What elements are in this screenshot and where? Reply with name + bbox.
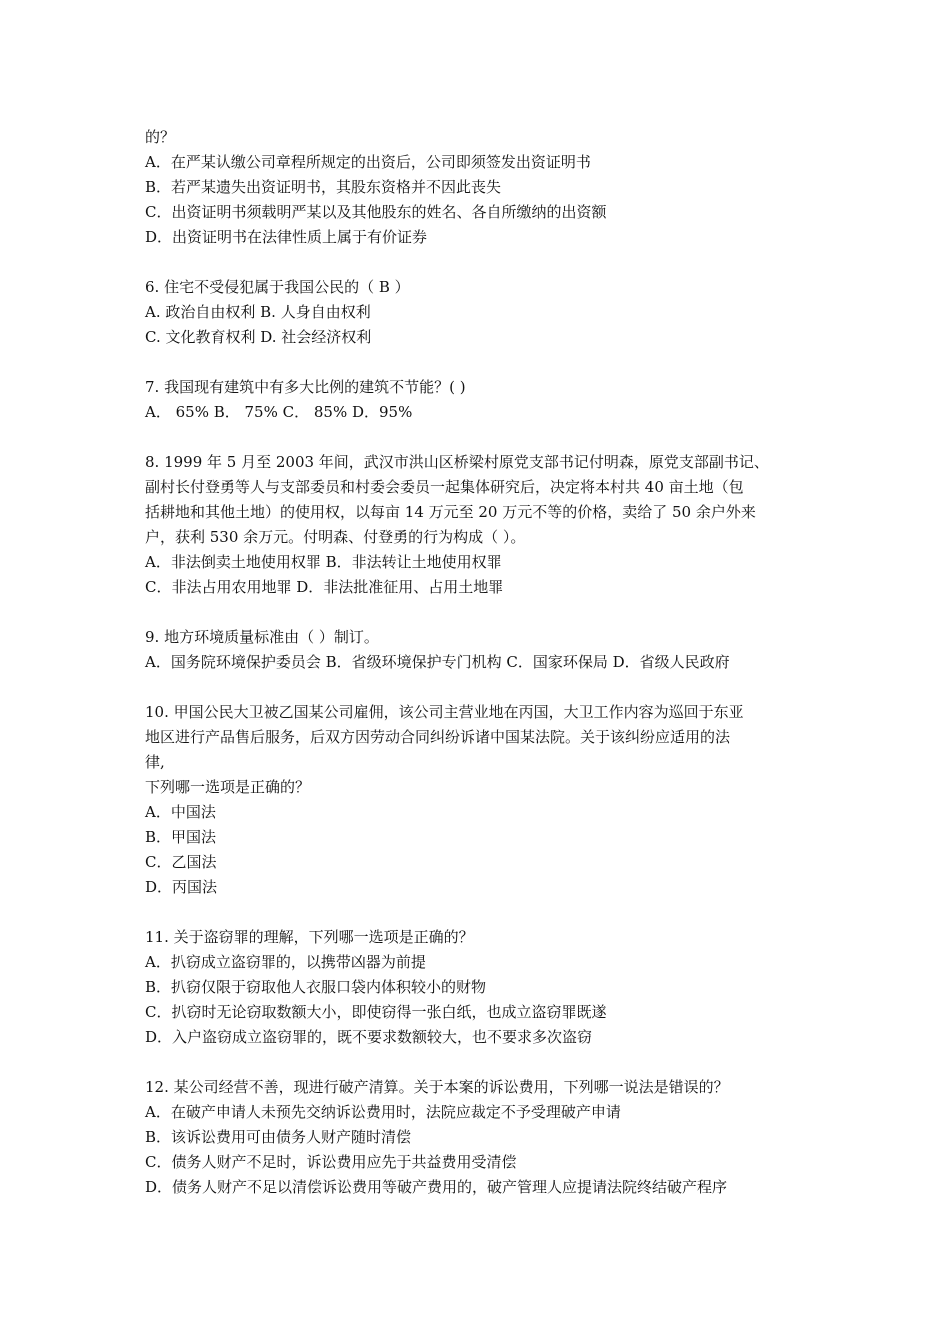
question-8-stem-line-1: 8. 1999 年 5 月至 2003 年间，武汉市洪山区桥梁村原党支部书记付明森，原党支部副书记、 [145, 453, 769, 471]
question-10-option-c: C．乙国法 [145, 853, 217, 871]
question-12-stem: 12. 某公司经营不善，现进行破产清算。关于本案的诉讼费用，下列哪一说法是错误的？ [145, 1078, 729, 1096]
question-9-stem: 9. 地方环境质量标准由（ ）制订。 [145, 628, 379, 646]
question-10-option-d: D．丙国法 [145, 878, 218, 896]
question-5-option-d: D．出资证明书在法律性质上属于有价证券 [145, 228, 428, 246]
question-10-stem-line-1: 10. 甲国公民大卫被乙国某公司雇佣，该公司主营业地在丙国，大卫工作内容为巡回于东亚 [145, 703, 744, 721]
question-11-stem: 11. 关于盗窃罪的理解，下列哪一选项是正确的？ [145, 928, 474, 946]
question-6-stem: 6. 住宅不受侵犯属于我国公民的（ B ） [145, 278, 410, 296]
question-12-option-c: C．债务人财产不足时，诉讼费用应先于共益费用受清偿 [145, 1153, 517, 1171]
question-6-options-ab: A. 政治自由权利 B. 人身自由权利 [145, 303, 371, 321]
question-10-stem-line-3: 律, [145, 753, 165, 771]
question-8-options-ab: A．非法倒卖土地使用权罪 B．非法转让土地使用权罪 [145, 553, 502, 571]
question-11-option-c: C．扒窃时无论窃取数额大小，即使窃得一张白纸，也成立盗窃罪既遂 [145, 1003, 607, 1021]
question-9-options: A．国务院环境保护委员会 B．省级环境保护专门机构 C．国家环保局 D．省级人民政府 [145, 653, 730, 671]
question-7-stem: 7. 我国现有建筑中有多大比例的建筑不节能？( ) [145, 378, 466, 396]
question-8-stem-line-3: 括耕地和其他土地）的使用权，以每亩 14 万元至 20 万元不等的价格，卖给了 50 余户外来 [145, 503, 756, 521]
question-12-option-b: B．该诉讼费用可由债务人财产随时清偿 [145, 1128, 412, 1146]
question-8-options-cd: C．非法占用农用地罪 D．非法批准征用、占用土地罪 [145, 578, 504, 596]
question-10-option-a: A．中国法 [145, 803, 216, 821]
question-11-option-d: D．入户盗窃成立盗窃罪的，既不要求数额较大，也不要求多次盗窃 [145, 1028, 593, 1046]
question-8-stem-line-2: 副村长付登勇等人与支部委员和村委会委员一起集体研究后，决定将本村共 40 亩土地（包 [145, 478, 744, 496]
question-5-option-a: A．在严某认缴公司章程所规定的出资后，公司即须签发出资证明书 [145, 153, 591, 171]
question-10-option-b: B．甲国法 [145, 828, 217, 846]
question-5-option-b: B．若严某遗失出资证明书，其股东资格并不因此丧失 [145, 178, 502, 196]
question-11-option-a: A．扒窃成立盗窃罪的，以携带凶器为前提 [145, 953, 426, 971]
question-11-option-b: B．扒窃仅限于窃取他人衣服口袋内体积较小的财物 [145, 978, 487, 996]
question-5-option-c: C．出资证明书须载明严某以及其他股东的姓名、各自所缴纳的出资额 [145, 203, 607, 221]
question-10-stem-line-2: 地区进行产品售后服务，后双方因劳动合同纠纷诉诸中国某法院。关于该纠纷应适用的法 [145, 728, 731, 746]
question-10-stem-line-4: 下列哪一选项是正确的？ [145, 778, 311, 796]
question-7-options: A． 65% B． 75% C． 85% D．95% [145, 403, 413, 421]
question-12-option-a: A．在破产申请人未预先交纳诉讼费用时，法院应裁定不予受理破产申请 [145, 1103, 621, 1121]
question-5-stem-continuation: 的？ [145, 128, 176, 146]
question-12-option-d: D．债务人财产不足以清偿诉讼费用等破产费用的，破产管理人应提请法院终结破产程序 [145, 1178, 728, 1196]
question-8-stem-line-4: 户，获利 530 余万元。付明森、付登勇的行为构成（ ）。 [145, 528, 526, 546]
question-6-options-cd: C. 文化教育权利 D. 社会经济权利 [145, 328, 372, 346]
